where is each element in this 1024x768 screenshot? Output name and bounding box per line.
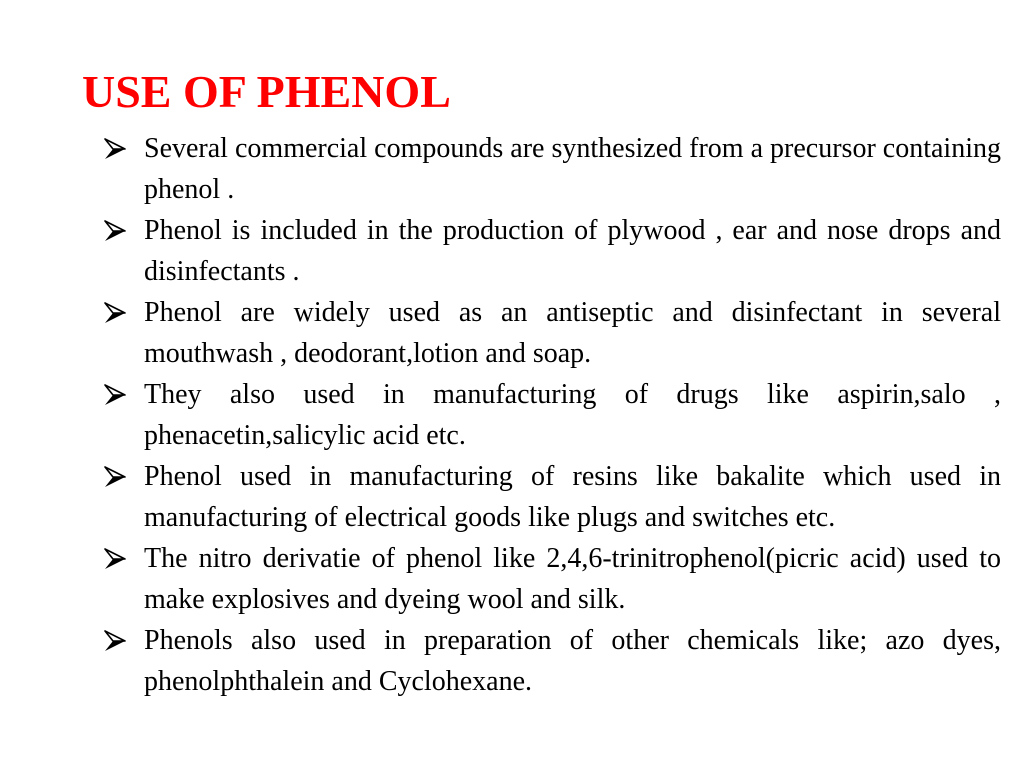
slide-title: USE OF PHENOL [82, 66, 451, 117]
bullet-text: Phenol are widely used as an antiseptic and disinfectant in several mouthwash , deodorant,lotion and soap. [144, 297, 1001, 369]
bullet-text: Phenols also used in preparation of other chemicals like; azo dyes, phenolphthalein and Cyclohexane. [144, 625, 1001, 697]
bullet-text: Phenol used in manufacturing of resins like bakalite which used in manufacturing of electrical goods like plugs and switches etc. [144, 461, 1001, 533]
arrowhead-bullet-icon [104, 630, 126, 652]
arrowhead-bullet-icon [104, 220, 126, 242]
list-item [104, 538, 1001, 620]
bullet-text: Several commercial compounds are synthesized from a precursor containing phenol . [144, 133, 1001, 205]
list-item [104, 128, 1001, 210]
bullet-text: Phenol is included in the production of plywood , ear and nose drops and disinfectants . [144, 215, 1001, 287]
bullet-list [104, 128, 1001, 702]
list-item [104, 292, 1001, 374]
arrowhead-bullet-icon [104, 302, 126, 324]
list-item [104, 374, 1001, 456]
arrowhead-bullet-icon [104, 548, 126, 570]
arrowhead-bullet-icon [104, 466, 126, 488]
bullet-text: The nitro derivatie of phenol like 2,4,6-trinitrophenol(picric acid) used to make explosives and dyeing wool and silk. [144, 543, 1001, 615]
list-item [104, 620, 1001, 702]
bullet-text: They also used in manufacturing of drugs like aspirin,salo , phenacetin,salicylic acid etc. [144, 379, 1001, 451]
list-item [104, 456, 1001, 538]
arrowhead-bullet-icon [104, 138, 126, 160]
list-item [104, 210, 1001, 292]
arrowhead-bullet-icon [104, 384, 126, 406]
